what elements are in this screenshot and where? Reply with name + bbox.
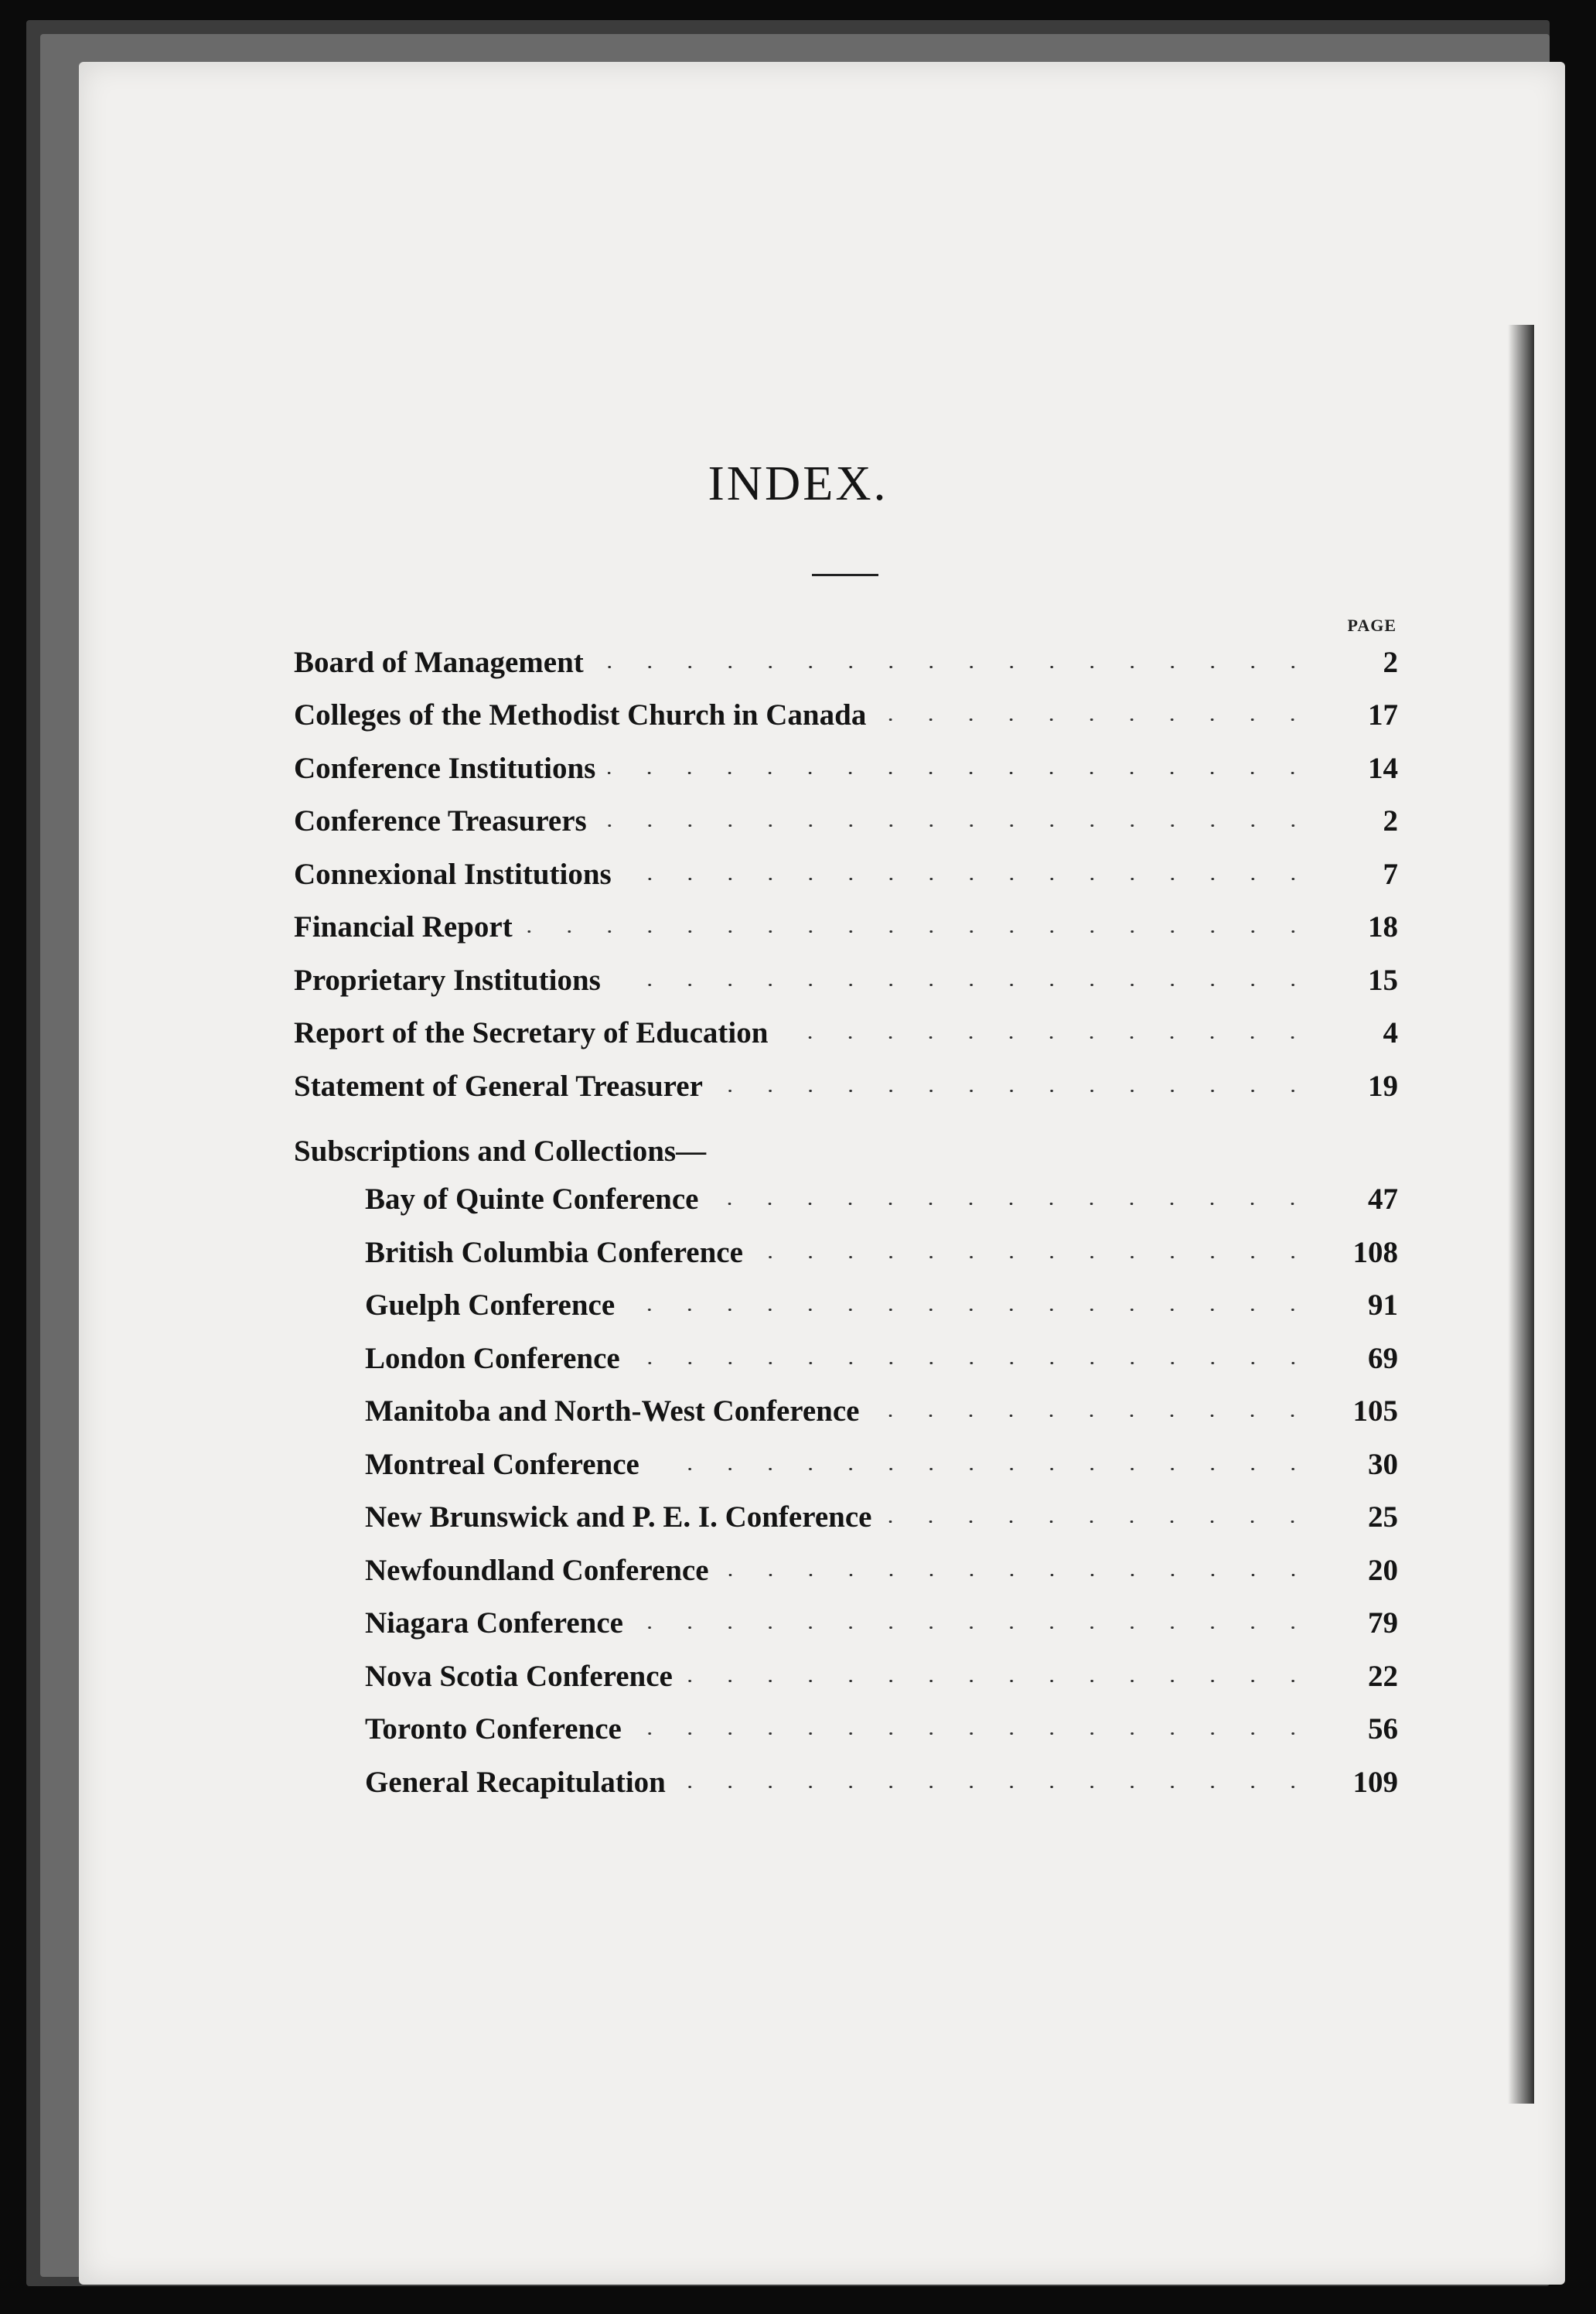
dot-leader [596, 666, 1313, 668]
entry-label: Niagara Conference [365, 1606, 636, 1640]
entry-label: Montreal Conference [365, 1447, 652, 1482]
index-entry [294, 954, 1398, 1007]
entry-page: 15 [1368, 963, 1398, 997]
entry-page: 30 [1368, 1447, 1398, 1481]
index-entry [294, 795, 1398, 848]
title-rule [812, 574, 878, 576]
dot-leader [721, 1574, 1313, 1576]
index-entry [294, 1060, 1398, 1113]
entry-label: Newfoundland Conference [365, 1553, 721, 1588]
entry-label: British Columbia Conference [365, 1235, 755, 1270]
entry-label: Connexional Institutions [294, 857, 624, 892]
dot-leader [634, 1732, 1313, 1735]
subscription-entry [294, 1544, 1398, 1597]
dot-leader [636, 1626, 1313, 1629]
dot-leader [633, 1362, 1313, 1364]
subscription-entry [294, 1279, 1398, 1333]
entry-label: Board of Management [294, 645, 596, 680]
entry-label: General Recapitulation [365, 1765, 678, 1800]
subscription-entry [294, 1756, 1398, 1809]
subscription-entry [294, 1332, 1398, 1385]
entry-label: Bay of Quinte Conference [365, 1182, 711, 1217]
index-entry [294, 636, 1398, 689]
entry-page: 109 [1352, 1765, 1398, 1799]
dot-leader [624, 878, 1313, 880]
dot-leader [627, 1309, 1313, 1311]
entry-page: 2 [1383, 804, 1398, 838]
page-column-header: PAGE [1347, 616, 1396, 635]
entry-page: 4 [1383, 1016, 1398, 1050]
entry-page: 108 [1352, 1235, 1398, 1269]
index-entry [294, 848, 1398, 901]
dot-leader [608, 772, 1313, 774]
dot-leader [525, 930, 1313, 933]
entry-label: Manitoba and North-West Conference [365, 1394, 871, 1428]
index-list [294, 636, 1398, 1809]
entry-label: Financial Report [294, 910, 525, 944]
entry-label: Conference Institutions [294, 751, 608, 786]
entry-page: 2 [1383, 645, 1398, 679]
index-entry [294, 901, 1398, 954]
subscription-entry [294, 1491, 1398, 1544]
dot-leader [652, 1468, 1313, 1470]
subscription-entry [294, 1226, 1398, 1279]
index-title: INDEX. [708, 456, 888, 510]
entry-page: 56 [1368, 1712, 1398, 1746]
dot-leader [599, 824, 1313, 827]
subscription-entry [294, 1173, 1398, 1227]
subscriptions-heading: Subscriptions and Collections— [294, 1134, 707, 1168]
dot-leader [878, 718, 1313, 721]
dot-leader [755, 1256, 1313, 1258]
entry-label: Proprietary Institutions [294, 963, 613, 998]
dot-leader [613, 984, 1313, 986]
entry-page: 25 [1368, 1500, 1398, 1534]
entry-page: 69 [1368, 1341, 1398, 1375]
subscription-entry [294, 1385, 1398, 1439]
entry-label: Conference Treasurers [294, 804, 599, 838]
subscription-entry [294, 1597, 1398, 1650]
entry-label: London Conference [365, 1341, 633, 1376]
entry-page: 7 [1383, 857, 1398, 891]
entry-page: 91 [1368, 1288, 1398, 1323]
subscription-entry [294, 1703, 1398, 1756]
entry-label: New Brunswick and P. E. I. Conference [365, 1500, 884, 1534]
dot-leader [884, 1520, 1313, 1523]
entry-page: 18 [1368, 910, 1398, 944]
entry-page: 20 [1368, 1553, 1398, 1587]
entry-page: 79 [1368, 1606, 1398, 1640]
index-entry [294, 742, 1398, 795]
entry-page: 19 [1368, 1069, 1398, 1103]
entry-page: 22 [1368, 1659, 1398, 1693]
entry-label: Colleges of the Methodist Church in Canada [294, 698, 878, 732]
entry-page: 105 [1352, 1394, 1398, 1428]
entry-label: Statement of General Treasurer [294, 1069, 715, 1104]
entry-page: 14 [1368, 751, 1398, 785]
index-entry [294, 1007, 1398, 1060]
dot-leader [678, 1786, 1313, 1788]
dot-leader [715, 1090, 1313, 1092]
dot-leader [871, 1415, 1313, 1417]
page-torn-edge [1508, 325, 1534, 2104]
dot-leader [685, 1680, 1313, 1682]
subscription-entry [294, 1438, 1398, 1491]
subscription-entry [294, 1650, 1398, 1703]
dot-leader [711, 1203, 1313, 1205]
entry-label: Nova Scotia Conference [365, 1659, 685, 1694]
entry-page: 47 [1368, 1183, 1398, 1217]
index-entry [294, 689, 1398, 742]
entry-label: Guelph Conference [365, 1288, 627, 1323]
entry-label: Report of the Secretary of Education [294, 1015, 780, 1050]
entry-page: 17 [1368, 698, 1398, 732]
dot-leader [780, 1036, 1313, 1039]
entry-label: Toronto Conference [365, 1712, 634, 1746]
